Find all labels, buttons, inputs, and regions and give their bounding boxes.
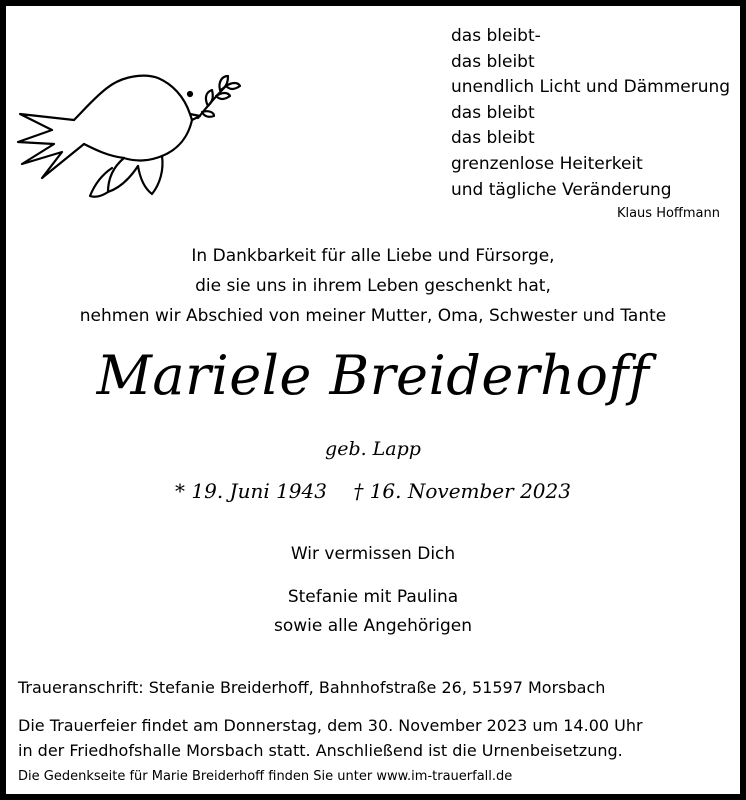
intro-line: die sie uns in ihrem Leben geschenkt hat, bbox=[195, 276, 551, 296]
poem-line: unendlich Licht und Dämmerung bbox=[451, 77, 731, 98]
ceremony-line: in der Friedhofshalle Morsbach statt. Anschließend ist die Urnenbeisetzung. bbox=[18, 741, 623, 760]
family-line: sowie alle Angehörigen bbox=[273, 616, 473, 636]
ceremony-line: Die Trauerfeier findet am Donnerstag, dem 30. November 2023 um 14.00 Uhr bbox=[18, 716, 643, 735]
ceremony-info bbox=[18, 713, 643, 763]
poem-line: das bleibt bbox=[451, 102, 535, 123]
intro-text bbox=[6, 241, 740, 331]
memorial-page-footer: Die Gedenkseite für Marie Breiderhoff finden Sie unter www.im-trauerfall.de bbox=[18, 769, 513, 784]
poem-line: das bleibt bbox=[451, 128, 535, 149]
death-date: † 16. November 2023 bbox=[353, 479, 571, 503]
intro-line: In Dankbarkeit für alle Liebe und Fürsorge, bbox=[191, 246, 555, 266]
poem-line: und tägliche Veränderung bbox=[451, 179, 672, 200]
poem-line: das bleibt- bbox=[451, 26, 541, 46]
deceased-name: Mariele Breiderhoff bbox=[96, 344, 650, 407]
family-signature bbox=[6, 583, 740, 641]
poem-line: grenzenlose Heiterkeit bbox=[451, 153, 643, 174]
dove-with-olive-branch-icon bbox=[12, 38, 242, 208]
maiden-name: geb. Lapp bbox=[325, 438, 421, 460]
poem-author: Klaus Hoffmann bbox=[616, 206, 720, 221]
poem bbox=[451, 24, 730, 203]
miss-you-text: Wir vermissen Dich bbox=[290, 544, 456, 564]
poem-line: das bleibt bbox=[451, 51, 535, 72]
birth-date: * 19. Juni 1943 bbox=[175, 479, 327, 503]
life-dates bbox=[6, 479, 740, 503]
intro-line: nehmen wir Abschied von meiner Mutter, Oma, Schwester und Tante bbox=[79, 306, 667, 326]
family-line: Stefanie mit Paulina bbox=[287, 587, 459, 607]
mourning-address: Traueranschrift: Stefanie Breiderhoff, Bahnhofstraße 26, 51597 Morsbach bbox=[18, 678, 606, 697]
